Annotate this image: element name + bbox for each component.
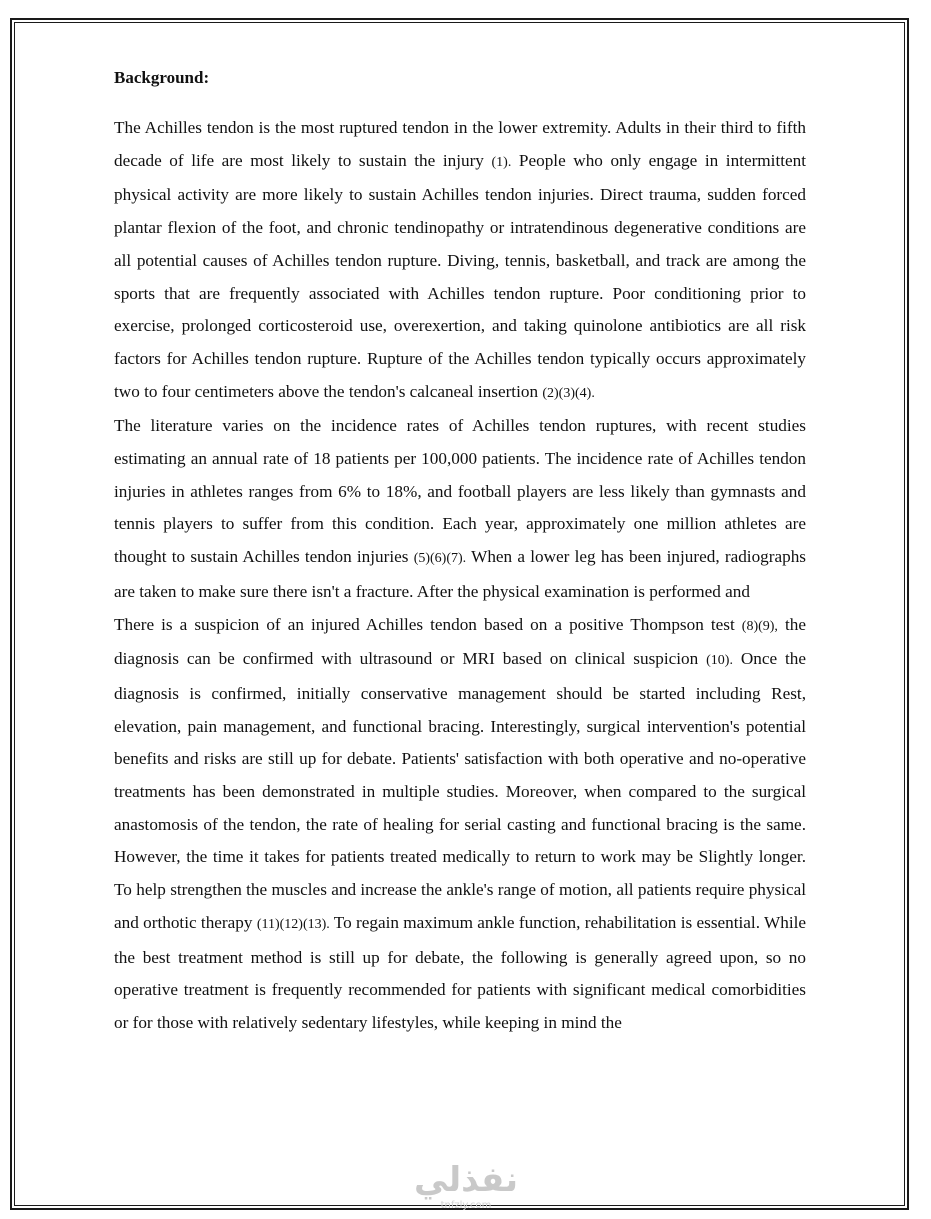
watermark-text: نفذلي	[413, 1160, 519, 1200]
citation: (1).	[491, 154, 512, 170]
paragraph-2	[114, 410, 806, 608]
section-heading: Background:	[114, 68, 210, 87]
paragraph-text: There is a suspicion of an injured Achilles tendon based on a positive Thompson test	[114, 614, 742, 634]
citation: (10).	[706, 653, 733, 669]
paragraph-1	[114, 112, 806, 410]
watermark-logo	[408, 1160, 524, 1216]
paragraph-3	[114, 609, 806, 1040]
paragraph-text: To regain maximum ankle function, rehabilitation is essential. While the best treatment method is still up for debate, the following is generally agreed upon, so no operative treatment is frequently recommended for patients with significant medical comorbidities or for those with relatively sedentary lifestyles, while keeping in mind the	[114, 912, 806, 1032]
paragraph-text: the diagnosis can be confirmed with ultrasound or MRI based on clinical suspicion	[114, 614, 806, 669]
paragraph-text: The Achilles tendon is the most ruptured tendon in the lower extremity. Adults in their third to fifth decade of life are most likely to sustain the injury	[114, 118, 806, 170]
paragraph-text: People who only engage in intermittent physical activity are more likely to sustain Achilles tendon injuries. Direct trauma, sudden forced plantar flexion of the foot, and chronic tendinopathy or intratendinous degenerative conditions are all potential causes of Achilles tendon rupture. Diving, tennis, basketball, and track are among the sports that are frequently associated with Achilles tendon rupture. Poor conditioning prior to exercise, prolonged corticosteroid use, overexertion, and taking quinolone antibiotics are all risk factors for Achilles tendon rupture. Rupture of the Achilles tendon typically occurs approximately two to four centimeters above the tendon's calcaneal insertion	[114, 150, 806, 401]
paragraph-text: When a lower leg has been injured, radiographs are taken to make sure there isn't a fracture. After the physical examination is performed and	[114, 547, 806, 601]
document-body	[114, 64, 806, 1040]
citation: (5)(6)(7).	[413, 551, 467, 567]
citation: (8)(9),	[741, 618, 778, 634]
paragraph-text: The literature varies on the incidence rates of Achilles tendon ruptures, with recent studies estimating an annual rate of 18 patients per 100,000 patients. The incidence rate of Achilles tendon injuries in athletes ranges from 6% to 18%, and football players are less likely than gymnasts and tennis players to suffer from this condition. Each year, approximately one million athletes are thought to sustain Achilles tendon injuries	[114, 416, 806, 567]
citation: (2)(3)(4).	[542, 385, 595, 401]
paragraph-text: Once the diagnosis is confirmed, initially conservative management should be started including Rest, elevation, pain management, and functional bracing. Interestingly, surgical intervention's potential benefits and risks are still up for debate. Patients' satisfaction with both operative and no-operative treatments has been demonstrated in multiple studies. Moreover, when compared to the surgical anastomosis of the tendon, the rate of healing for serial casting and functional bracing is the same. However, the time it takes for patients treated medically to return to work may be Slightly longer. To help strengthen the muscles and increase the ankle's range of motion, all patients require physical and orthotic therapy	[114, 649, 807, 932]
watermark-url: tnfzly.com	[440, 1200, 492, 1211]
citation: (11)(12)(13).	[256, 916, 330, 932]
